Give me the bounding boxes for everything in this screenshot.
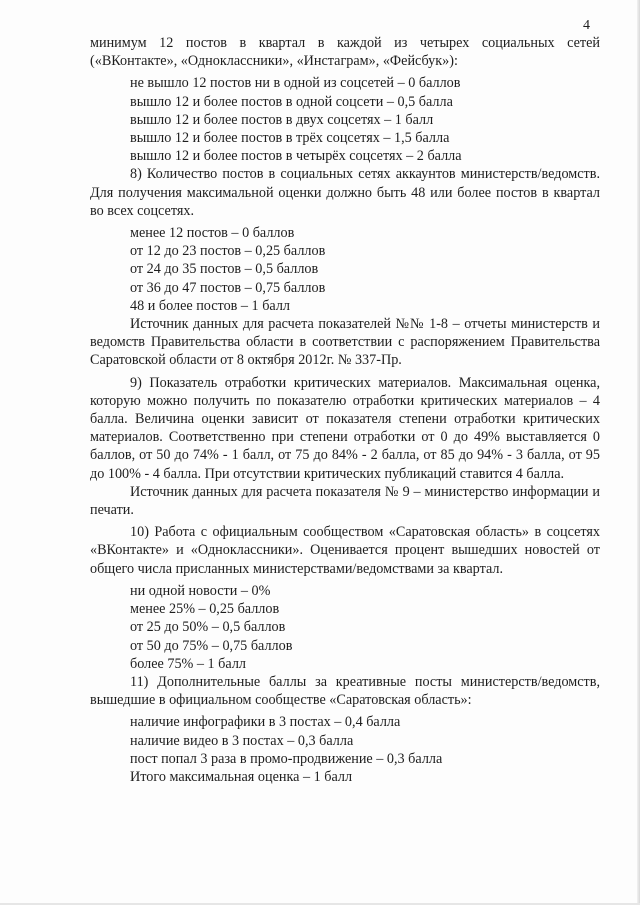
list-item: вышло 12 и более постов в двух соцсетях – 1 балл [130,111,434,128]
posts-count-scale [90,224,600,315]
list-item: 48 и более постов – 1 балл [130,297,290,314]
list-item: наличие инфографики в 3 постах – 0,4 балла [130,714,401,731]
intro-paragraph: минимум 12 постов в квартал в каждой из четырех социальных сетей («ВКонтакте», «Одноклассники», «Инстаграм», «Фейсбук»): [90,35,600,70]
list-item: более 75% – 1 балл [130,655,246,672]
page-number: 4 [583,18,590,33]
creative-scale [90,713,600,786]
item-8-paragraph: 8) Количество постов в социальных сетях аккаунтов министерств/ведомств. Для получения максимальной оценки должно быть 48 или более постов в квартал во всех соцсетях. [90,166,600,219]
list-item: пост попал 3 раза в промо-продвижение – 0,3 балла [130,750,443,767]
source-1-8-paragraph: Источник данных для расчета показателей №№ 1-8 – отчеты министерств и ведомств Правительства области в соответствии с распоряжением Правительства Саратовской области от 8 октября 2012г. № 337-Пр. [90,316,600,369]
list-item: ни одной новости – 0% [130,582,271,599]
list-item: вышло 12 и более постов в четырёх соцсетях – 2 балла [130,148,462,165]
list-item: вышло 12 и более постов в одной соцсети – 0,5 балла [130,93,453,110]
list-item: от 24 до 35 постов – 0,5 баллов [130,261,319,278]
list-item: Итого максимальная оценка – 1 балл [130,768,353,785]
item-10-paragraph: 10) Работа с официальным сообществом «Саратовская область» в соцсетях «ВКонтакте» и «Одноклассники». Оценивается процент вышедших новостей от общего числа присланных министерствами/ведомствами за квартал. [90,524,600,577]
list-item: менее 25% – 0,25 баллов [130,601,280,618]
list-item: от 50 до 75% – 0,75 баллов [130,637,293,654]
list-item: от 12 до 23 постов – 0,25 баллов [130,243,326,260]
news-percent-scale [90,582,600,673]
social-networks-scale [90,74,600,165]
list-item: не вышло 12 постов ни в одной из соцсетей – 0 баллов [130,75,461,92]
document-body [90,34,600,786]
list-item: от 36 до 47 постов – 0,75 баллов [130,279,326,296]
list-item: наличие видео в 3 постах – 0,3 балла [130,732,354,749]
list-item: менее 12 постов – 0 баллов [130,225,295,242]
list-item: вышло 12 и более постов в трёх соцсетях – 1,5 балла [130,130,450,147]
source-9-paragraph: Источник данных для расчета показателя № 9 – министерство информации и печати. [90,483,600,519]
list-item: от 25 до 50% – 0,5 баллов [130,619,286,636]
item-11-paragraph: 11) Дополнительные баллы за креативные посты министерств/ведомств, вышедшие в официальном сообществе «Саратовская область»: [90,673,600,709]
item-9-paragraph: 9) Показатель отработки критических материалов. Максимальная оценка, которую можно получить по показателю отработки критических материалов – 4 балла. Величина оценки зависит от показателя степени отработки критических материалов. Соответственно при степени отработки от 0 до 49% выставляется 0 баллов, от 50 до 74% - 1 балл, от 75 до 84% - 2 балла, от 85 до 94% - 3 балла, от 95 до 100% - 4 балла. При отсутствии критических публикаций ставится 4 балла. [90,374,600,482]
